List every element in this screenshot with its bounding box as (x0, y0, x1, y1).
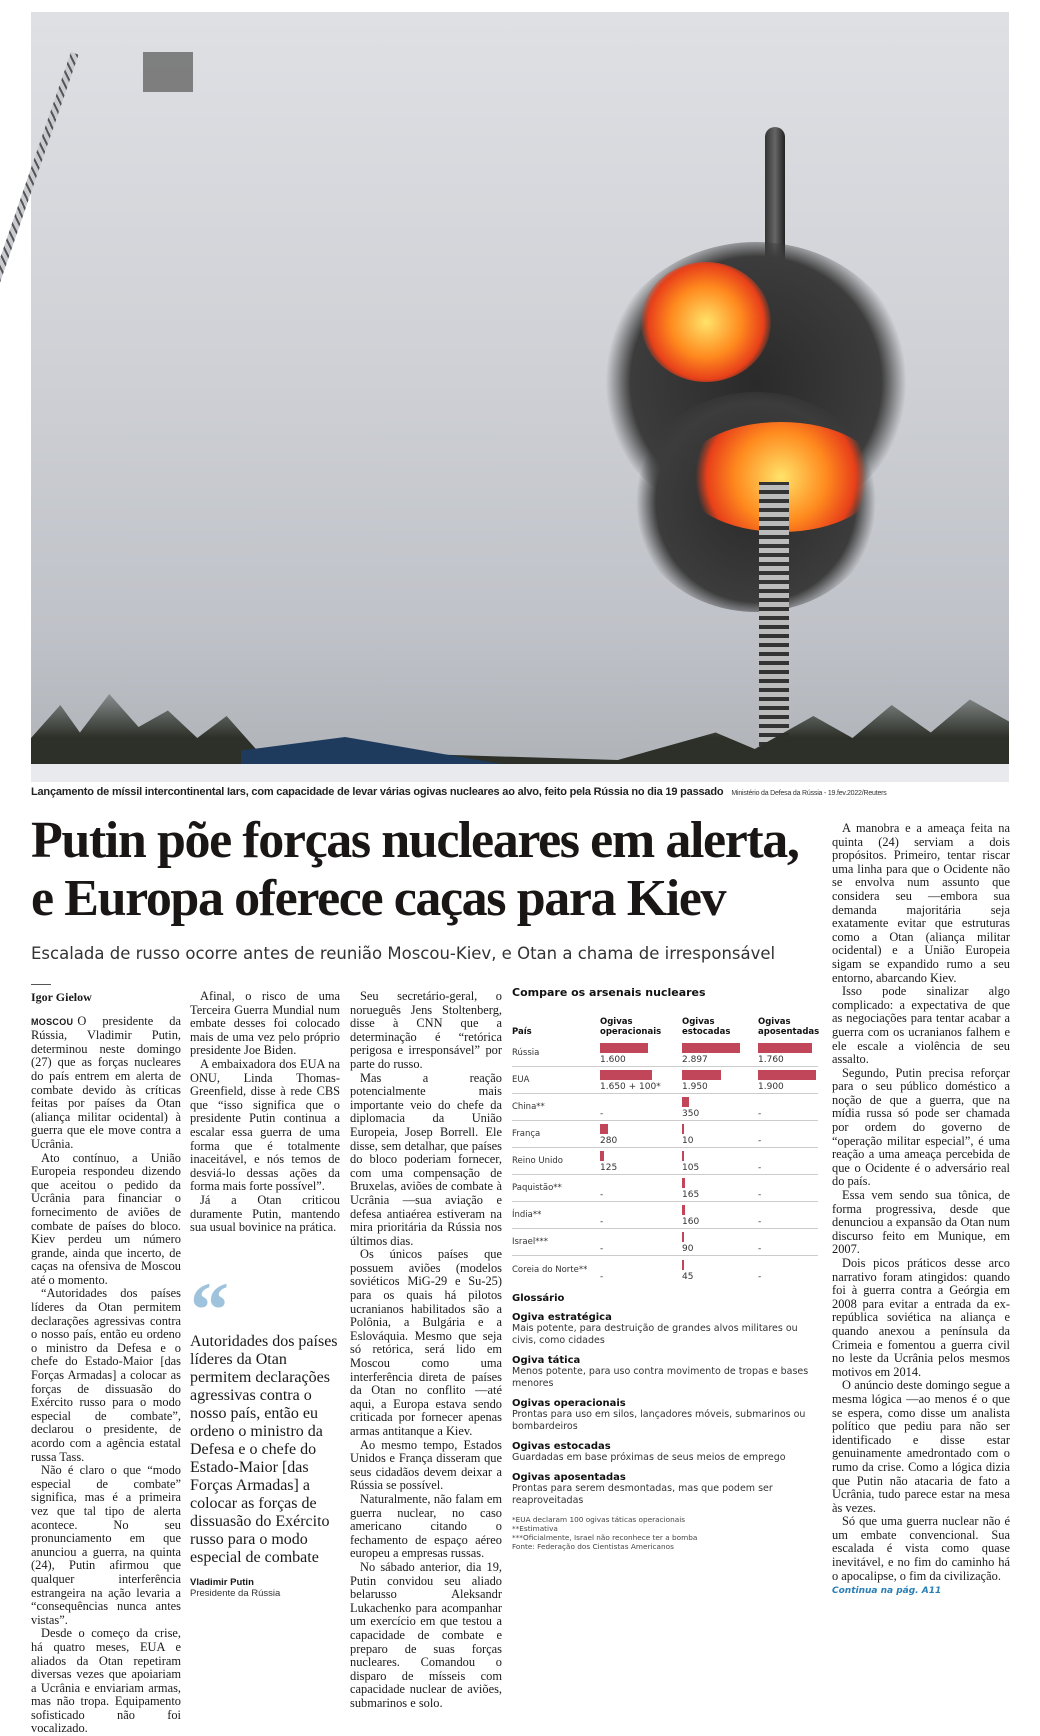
value-label: 1.760 (758, 1055, 784, 1065)
value-label: 1.650 + 100* (600, 1082, 661, 1092)
value-label: 45 (682, 1271, 694, 1282)
value-bar (600, 1070, 652, 1080)
value-label: 10 (682, 1136, 694, 1146)
quote-author: Vladimir Putin (190, 1577, 254, 1588)
table-row (512, 1202, 818, 1229)
value-cell (758, 1258, 818, 1282)
table-header (512, 1011, 818, 1037)
value-bar (682, 1178, 685, 1188)
glossary-term: Ogivas estocadas (512, 1441, 611, 1452)
country-label: França (512, 1129, 541, 1139)
glossary-term: Ogiva tática (512, 1355, 581, 1366)
value-label: 350 (682, 1109, 700, 1119)
paragraph: Mas a reação potencialmente mais importante veio do chefe da diplomacia da União Europeia, Josep Borrell. Ele disse, sem detalhar, que países do bloco poderiam fornecer, com uma compensação de Bruxelas, aviões de combate à Ucrânia —sua aviação e defesa antiaérea estiveram na mira prioritária da Rússia nos últimos dias. (350, 1070, 502, 1248)
value-cell (600, 1176, 682, 1200)
table-row (512, 1256, 818, 1283)
value-bar (758, 1043, 812, 1053)
byline-rule (31, 984, 51, 985)
country-label: Índia** (512, 1210, 542, 1220)
paragraph: A manobra e a ameaça feita na quinta (24) serviam a dois propósitos. Primeiro, tentar riscar uma linha para que o Ocidente não se envolva num assunto que considera seu —embora sua demanda majoritária seja exatamente evitar que estruturas como a Otan (aliança militar ocidental) e a União Europeia sigam se expandido rumo a seu entorno, abarcando Kiev. (832, 821, 1010, 985)
value-bar (682, 1124, 684, 1134)
quote-text: Autoridades dos países líderes da Otan permitem declarações agressivas contra o nosso país, então eu ordeno o ministro da Defesa e o chefe do Estado-Maior [das Forças Armadas] a colocar as forças de dissuasão do Exército russo para o modo especial de combate (190, 1333, 338, 1566)
value-cell (758, 1230, 818, 1254)
country-label: EUA (512, 1075, 530, 1085)
country-label: China** (512, 1102, 545, 1112)
header-retired: Ogivas aposentadas (758, 1017, 820, 1037)
value-cell (758, 1122, 818, 1146)
value-cell (682, 1230, 758, 1254)
byline: Igor Gielow (31, 990, 92, 1004)
launch-tower (0, 52, 79, 452)
value-label: - (600, 1217, 604, 1227)
subheadline: Escalada de russo ocorre antes de reunião Moscou-Kiev, e Otan a chama de irresponsável (31, 944, 776, 963)
value-label: - (758, 1136, 762, 1146)
value-label: 160 (682, 1217, 700, 1227)
value-bar (682, 1232, 684, 1242)
country-label: Paquistão** (512, 1183, 562, 1193)
note: *EUA declaram 100 ogivas táticas operacionais (512, 1515, 686, 1524)
value-label: 1.900 (758, 1082, 784, 1092)
value-label: 125 (600, 1163, 618, 1173)
value-bar (682, 1097, 689, 1107)
value-cell (758, 1068, 818, 1092)
value-cell (758, 1149, 818, 1173)
paragraph: Já a Otan criticou duramente Putin, mantendo sua usual bovinice na prática. (190, 1192, 340, 1235)
glossary-definition: Guardadas em base próximas de seus meios de emprego (512, 1452, 786, 1463)
value-label: - (758, 1109, 762, 1119)
value-bar (600, 1124, 608, 1134)
glossary-term: Ogiva estratégica (512, 1312, 612, 1323)
snow-ground (31, 764, 1009, 782)
value-cell (758, 1095, 818, 1119)
note: ***Oficialmente, Israel não reconhece ter a bomba (512, 1533, 698, 1542)
value-cell (600, 1122, 682, 1146)
value-cell (682, 1068, 758, 1092)
paragraph-text: O presidente da Rússia, Vladimir Putin, determinou neste domingo (27) que as forças nucleares do país entrem em alerta de combate devido às críticas feitas por países da Otan (aliança militar ocidental) à guerra que ele move contra a Ucrânia. (31, 1013, 181, 1151)
caption-text: Lançamento de míssil intercontinental Iars, com capacidade de levar várias ogivas nucleares ao alvo, feito pela Rússia no dia 19 passado (31, 786, 724, 798)
glossary-definition: Mais potente, para destruição de grandes alvos militares ou civis, como cidades (512, 1323, 798, 1346)
tower-light-rig (143, 52, 193, 92)
article-column-1 (31, 984, 181, 1736)
table-row (512, 1148, 818, 1175)
value-cell (682, 1149, 758, 1173)
value-cell (682, 1203, 758, 1227)
value-label: - (758, 1244, 762, 1254)
table-row (512, 1175, 818, 1202)
header-operational: Ogivas operacionais (600, 1017, 662, 1037)
value-label: - (600, 1244, 604, 1254)
paragraph: Afinal, o risco de uma Terceira Guerra Mundial num embate desses foi colocado mais de uma vez pelo próprio presidente Joe Biden. (190, 989, 340, 1058)
source-note: Fonte: Federação dos Cientistas Americanos (512, 1542, 674, 1551)
value-cell (600, 1149, 682, 1173)
value-cell (600, 1258, 682, 1282)
country-label: Israel*** (512, 1237, 548, 1247)
value-label: 105 (682, 1163, 700, 1173)
paragraph: A embaixadora dos EUA na ONU, Linda Thomas-Greenfield, disse à rede CBS que “isso significa que o presidente Putin continua a escalar essa guerra de uma forma que é totalmente inaceitável, e nós temos de desviá-lo dessas ações da forma mais forte possível”. (190, 1056, 340, 1194)
value-cell (600, 1068, 682, 1092)
table-row (512, 1229, 818, 1256)
paragraph: Não é claro o que “modo especial de combate” significa, mas é a primeira vez que tal tipo de alerta acontece. No seu pronunciamento em que anunciou a guerra, na quinta (24), Putin afirmou que qualquer interferência estrangeira na ação levaria a “consequências nunca antes vistas”. (31, 1463, 181, 1627)
value-label: - (600, 1109, 604, 1119)
value-bar (682, 1205, 685, 1215)
value-cell (600, 1230, 682, 1254)
value-label: 280 (600, 1136, 618, 1146)
paragraph: Ao mesmo tempo, Estados Unidos e França disseram que seus cidadãos devem deixar a Rússia se possível. (350, 1437, 502, 1493)
value-label: - (600, 1190, 604, 1200)
header-stockpiled: Ogivas estocadas (682, 1017, 731, 1037)
value-label: 1.950 (682, 1082, 708, 1092)
nuclear-arsenal-table (512, 986, 818, 1551)
article-column-2 (190, 990, 340, 1235)
value-cell (758, 1203, 818, 1227)
paragraph: Seu secretário-geral, o norueguês Jens Stoltenberg, disse à CNN que a determinação é “retórica perigosa e irresponsável” por parte do russo. (350, 989, 502, 1071)
header-country: País (512, 1027, 532, 1037)
glossary-term: Ogivas aposentadas (512, 1472, 626, 1483)
paragraph: No sábado anterior, dia 19, Putin convidou seu aliado belarusso Aleksandr Lukachenko para acompanhar um exercício em que testou a capacidade de combate e preparo de suas forças nucleares. Comandou o disparo de mísseis com capacidade nuclear de aviões, submarinos e solo. (350, 1559, 502, 1710)
glossary-term: Ogivas operacionais (512, 1398, 626, 1409)
paragraph: Os únicos países que possuem aviões (modelos soviéticos MiG-29 e Su-25) para os quais há pilotos ucranianos habilitados são a Polônia, a Bulgária e a Eslováquia. Mesmo que seja só retórica, será lido em Moscou como uma interferência direta de países da Otan no conflito —até aqui, a Europa estava sendo criticada por fornecer apenas armas antitanque a Kiev. (350, 1247, 502, 1438)
paragraph: O anúncio deste domingo segue a mesma lógica —ao menos é o que se espera, como disse um analista político que pediu para não ser identificado e disse estar genuinamente amedrontado com o rumo da crise. Como a lógica dizia que Putin não atacaria de fato a Ucrânia, tudo parece estar na mesa às vezes. (832, 1378, 1010, 1515)
missile-launch-photo (31, 12, 1009, 782)
value-label: - (600, 1271, 604, 1282)
article-column-3 (350, 990, 502, 1710)
value-label: 165 (682, 1190, 700, 1200)
value-bar (600, 1151, 604, 1161)
paragraph: Essa vem sendo sua tônica, de forma progressiva, desde que denunciou a expansão da Otan num discurso feito em Munique, em 2007. (832, 1188, 1010, 1257)
table-row (512, 1121, 818, 1148)
value-cell (682, 1176, 758, 1200)
value-cell (758, 1041, 818, 1065)
pull-quote (190, 1266, 340, 1599)
value-cell (682, 1041, 758, 1065)
value-label: - (758, 1190, 762, 1200)
glossary-definition: Menos potente, para uso contra movimento de tropas e bases menores (512, 1366, 809, 1389)
paragraph: “Autoridades dos países líderes da Otan permitem declarações agressivas contra o nosso país, então eu ordeno o ministro da Defesa e o chefe do Estado-Maior [das Forças Armadas] a colocar as forças de dissuasão do Exército russo para o modo especial de combate”, declarou o presidente, de acordo com a agência estatal russa Tass. (31, 1286, 181, 1464)
value-cell (600, 1041, 682, 1065)
table-body (512, 1040, 818, 1283)
glossary (512, 1312, 818, 1507)
value-label: - (758, 1163, 762, 1173)
country-label: Reino Unido (512, 1156, 563, 1166)
value-label: - (758, 1217, 762, 1227)
value-cell (682, 1258, 758, 1282)
paragraph: Desde o começo da crise, há quatro meses, EUA e aliados da Otan repetiram diversas vezes que apoiariam a Ucrânia e enviariam armas, mas não tropa. Equipamento sofisticado não foi vocalizado. (31, 1626, 181, 1736)
table-row (512, 1094, 818, 1121)
value-label: 2.897 (682, 1055, 708, 1065)
value-bar (758, 1070, 816, 1080)
continue-link[interactable]: Continua na pág. A11 (832, 1586, 942, 1597)
paragraph: Só que uma guerra nuclear não é um embate convencional. Sua escalada é vista como quase inevitável, e no fim do caminho há o apocalipse, o fim da civilização. (832, 1514, 1010, 1583)
value-bar (682, 1260, 684, 1270)
article-column-4 (832, 822, 1010, 1599)
photo-caption (31, 786, 1011, 798)
value-cell (758, 1176, 818, 1200)
paragraph: Ato contínuo, a União Europeia respondeu dizendo que aceitou o pedido da Ucrânia para financiar o fornecimento de aviões de combate de países do bloco. Kiev perdeu um número grande, ainda que incerto, de caças na ofensiva de Moscou até o momento. (31, 1150, 181, 1287)
value-bar (600, 1043, 648, 1053)
paragraph: Segundo, Putin precisa reforçar para o seu público doméstico a noção de que a guerra, que na mídia russa só pode ser chamada por ordem do governo de “operação militar especial”, é uma reação a uma ameaça percebida de que o Ocidente é o adversário real do país. (832, 1065, 1010, 1189)
chart-notes (512, 1515, 818, 1551)
fireball (641, 262, 771, 382)
value-bar (682, 1151, 684, 1161)
paragraph: Dois picos práticos desse arco narrativo foram atingidos: quando foi à guerra contra a Geórgia em 2008 para evitar a entrada da ex-república soviética na aliança e quando anexou a península da Crimeia e fomentou a guerra civil no leste da Ucrânia pelos mesmos motivos em 2014. (832, 1256, 1010, 1379)
paragraph: Naturalmente, não falam em guerra nuclear, no caso americano citando o fechamento de espaço aéreo europeu a empresas russas. (350, 1491, 502, 1561)
chart-title: Compare os arsenais nucleares (512, 986, 706, 999)
paragraph (31, 1015, 181, 1152)
quote-role: Presidente da Rússia (190, 1588, 281, 1599)
value-bar (682, 1043, 740, 1053)
value-cell (682, 1095, 758, 1119)
value-bar (682, 1070, 721, 1080)
table-row (512, 1040, 818, 1067)
value-cell (682, 1122, 758, 1146)
glossary-title: Glossário (512, 1293, 565, 1304)
note: **Estimativa (512, 1524, 558, 1533)
glossary-definition: Prontas para serem desmontadas, mas que podem ser reaproveitadas (512, 1483, 773, 1506)
value-label: - (758, 1271, 762, 1282)
headline: Putin põe forças nucleares em alerta, e Europa oferece caças para Kiev (31, 812, 799, 927)
paragraph: Isso pode sinalizar algo complicado: a expectativa de que as negociações para tentar acabar a guerra com os ucranianos falhem e ele escale a violência de seu assalto. (832, 984, 1010, 1067)
value-label: 90 (682, 1244, 694, 1254)
table-row (512, 1067, 818, 1094)
value-label: 1.600 (600, 1055, 626, 1065)
country-label: Rússia (512, 1048, 540, 1058)
photo-credit: Ministério da Defesa da Rússia - 19.fev.2022/Reuters (731, 790, 887, 797)
glossary-definition: Prontas para uso em silos, lançadores móveis, submarinos ou bombardeiros (512, 1409, 806, 1432)
value-cell (600, 1095, 682, 1119)
country-label: Coreia do Norte** (512, 1264, 588, 1275)
quote-mark-icon: “ (190, 1266, 229, 1353)
dateline: MOSCOU (31, 1016, 74, 1027)
value-cell (600, 1203, 682, 1227)
